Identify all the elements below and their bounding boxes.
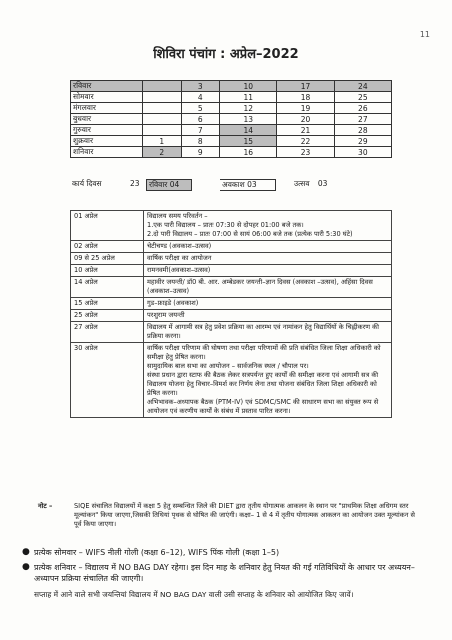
- date-cell: 20: [277, 114, 334, 125]
- weekday-label: गुरुवार: [71, 125, 143, 136]
- date-cell: 5: [181, 103, 220, 114]
- summary-row: [70, 179, 392, 191]
- working-days-label: कार्य दिवस: [72, 179, 102, 188]
- page-number: 11: [419, 30, 430, 39]
- festivals-label: उत्सव: [294, 179, 310, 188]
- event-date: 30 अप्रेल: [71, 343, 144, 418]
- event-row: [71, 211, 392, 241]
- sundays-value: 04: [169, 180, 180, 189]
- date-cell: [143, 114, 182, 125]
- date-cell: [143, 81, 182, 92]
- date-cell: 18: [277, 92, 334, 103]
- event-row: [71, 322, 392, 343]
- festivals-value: 03: [317, 179, 328, 188]
- note-text: SIQE संचालित विद्यालयों में कक्षा 5 हेतु सम्बन्धित जिले की DIET द्वारा तृतीय योगात्मक आकलन के स्थान पर "प्राथमिक शिक्षा अधिगम स्तर मूल्यांकन" किया जाएगा,जिसकी तिथियां पृथक से घोषित की जाएंगी। कक्षा– 1 से 4 में तृतीय योगात्मक आकलन का आयोजन उक्त मूल्यांकन से पूर्व किया जाएगा।: [74, 502, 415, 528]
- event-text: चेटीचण्ड (अवकाश–उत्सव): [144, 241, 392, 253]
- event-row: [71, 253, 392, 265]
- date-cell: [143, 92, 182, 103]
- event-text: वार्षिक परीक्षा परिणाम की घोषणा तथा परीक्षा परिणामों की प्रति संबंधित जिला शिक्षा अधिकारी को समीक्षा हेतु प्रेषित करना। सामुदायिक बाल सभा का आयोजन – सार्वजनिक स्थल / चौपाल पर। संस्था प्रधान द्वारा स्टाफ की बैठक लेकर सत्रपर्यन्त हुए कार्यों की समीक्षा करना एवं आगामी सत्र की विद्यालय योजना हेतु विचार–विमर्श कर निर्णय लेना तथा योजना संबंधित जिला शिक्षा अधिकारी को प्रेषित करना। अभिभावक–अध्यापक बैठक (PTM-IV) एवं SDMC/SMC की साधारण सभा का संयुक्त रूप से आयोजन एवं करणीय कार्यों के संबंध में प्रस्ताव पारित करना।: [144, 343, 392, 418]
- calendar-row: [71, 114, 392, 125]
- event-date: 09 से 25 अप्रेल: [71, 253, 144, 265]
- sundays-box: [146, 179, 192, 191]
- event-row: [71, 241, 392, 253]
- bullet-icon: ●: [22, 547, 30, 557]
- working-days-value: 23: [130, 179, 140, 188]
- note: [38, 502, 418, 529]
- event-row: [71, 310, 392, 322]
- sundays-label: रविवार: [149, 180, 168, 189]
- calendar-row: [71, 103, 392, 114]
- date-cell: 3: [181, 81, 220, 92]
- date-cell: 12: [220, 103, 277, 114]
- event-text: विद्यालय समय परिवर्तन – 1.एक पारी विद्यालय – प्रातः 07:30 से दोपहर 01:00 बजे तक। 2.दो पारी विद्यालय – प्रातः 07:00 से सायं 06:00 बजे तक (प्रत्येक पारी 5:30 घंटे): [144, 211, 392, 241]
- calendar-row: [71, 147, 392, 158]
- event-text: महावीर जयन्ती/ डॉ0 बी. आर. अम्बेडकर जयन्ती–ज्ञान दिवस (अवकाश –उत्सव), अहिंसा दिवस (अवकाश–उत्सव): [144, 277, 392, 298]
- event-date: 10 अप्रेल: [71, 265, 144, 277]
- event-text: वार्षिक परीक्षा का आयोजन: [144, 253, 392, 265]
- date-cell: 27: [334, 114, 391, 125]
- date-cell: 9: [181, 147, 220, 158]
- event-date: 01 अप्रेल: [71, 211, 144, 241]
- bullet-text: प्रत्येक शनिवार – विद्यालय में NO BAG DAY रहेगा। इस दिन माह के शनिवार हेतु नियत की गई गतिविधियों के आधार पर अध्ययन–अध्यापन प्रक्रिया संचालित की जाएगी।: [34, 563, 415, 583]
- bullet-text: प्रत्येक सोमवार – WIFS नीली गोली (कक्षा 6–12), WIFS पिंक गोली (कक्षा 1–5): [34, 548, 280, 557]
- weekday-label: मंगलवार: [71, 103, 143, 114]
- date-cell: [143, 125, 182, 136]
- date-cell: 25: [334, 92, 391, 103]
- date-cell: 14: [220, 125, 277, 136]
- bullet-saturday: [22, 562, 422, 584]
- weekday-label: शुक्रवार: [71, 136, 143, 147]
- date-cell: 11: [220, 92, 277, 103]
- date-cell: 13: [220, 114, 277, 125]
- footer-text: सप्ताह में आने वाले सभी जयन्तियां विद्यालय में NO BAG DAY वाली उसी सप्ताह के शनिवार को आयोजित किए जावें।: [34, 590, 354, 599]
- event-row: [71, 265, 392, 277]
- event-row: [71, 298, 392, 310]
- date-cell: 21: [277, 125, 334, 136]
- event-row: [71, 277, 392, 298]
- note-label: नोट –: [38, 502, 53, 510]
- date-cell: 19: [277, 103, 334, 114]
- date-cell: 2: [143, 147, 182, 158]
- event-date: 27 अप्रेल: [71, 322, 144, 343]
- date-cell: 15: [220, 136, 277, 147]
- event-text: विद्यालय में आगामी सत्र हेतु प्रवेश प्रक्रिया का आरम्भ एवं नामांकन हेतु विद्यार्थियों के चिह्नीकरण की प्रक्रिया करना।: [144, 322, 392, 343]
- holidays-value: 03: [247, 180, 257, 189]
- calendar-row: [71, 125, 392, 136]
- date-cell: 4: [181, 92, 220, 103]
- bullet-monday: [22, 547, 422, 558]
- event-date: 25 अप्रेल: [71, 310, 144, 322]
- weekday-label: बुधवार: [71, 114, 143, 125]
- weekday-label: शनिवार: [71, 147, 143, 158]
- calendar-table: [70, 80, 392, 158]
- event-date: 15 अप्रेल: [71, 298, 144, 310]
- date-cell: 24: [334, 81, 391, 92]
- event-text: परशुराम जयन्ती: [144, 310, 392, 322]
- date-cell: 1: [143, 136, 182, 147]
- holidays-box: [220, 179, 276, 191]
- date-cell: 22: [277, 136, 334, 147]
- bullet-icon: ●: [22, 562, 30, 572]
- date-cell: 16: [220, 147, 277, 158]
- event-date: 14 अप्रेल: [71, 277, 144, 298]
- date-cell: 17: [277, 81, 334, 92]
- event-row: [71, 343, 392, 418]
- date-cell: 23: [277, 147, 334, 158]
- date-cell: [143, 103, 182, 114]
- date-cell: 6: [181, 114, 220, 125]
- holidays-label: अवकाश: [222, 180, 245, 189]
- weekday-label: सोमवार: [71, 92, 143, 103]
- calendar-row: [71, 92, 392, 103]
- festivals-box: [294, 179, 327, 191]
- date-cell: 29: [334, 136, 391, 147]
- date-cell: 10: [220, 81, 277, 92]
- date-cell: 28: [334, 125, 391, 136]
- events-table: [70, 210, 392, 418]
- date-cell: 8: [181, 136, 220, 147]
- event-text: गुड–फ्राइडे (अवकाश): [144, 298, 392, 310]
- event-date: 02 अप्रेल: [71, 241, 144, 253]
- calendar-row: [71, 81, 392, 92]
- date-cell: 30: [334, 147, 391, 158]
- date-cell: 26: [334, 103, 391, 114]
- page-title: शिविरा पंचांग : अप्रेल–2022: [153, 47, 299, 62]
- date-cell: 7: [181, 125, 220, 136]
- event-text: रामनवमी(अवकाश–उत्सव): [144, 265, 392, 277]
- calendar-row: [71, 136, 392, 147]
- weekday-label: रविवार: [71, 81, 143, 92]
